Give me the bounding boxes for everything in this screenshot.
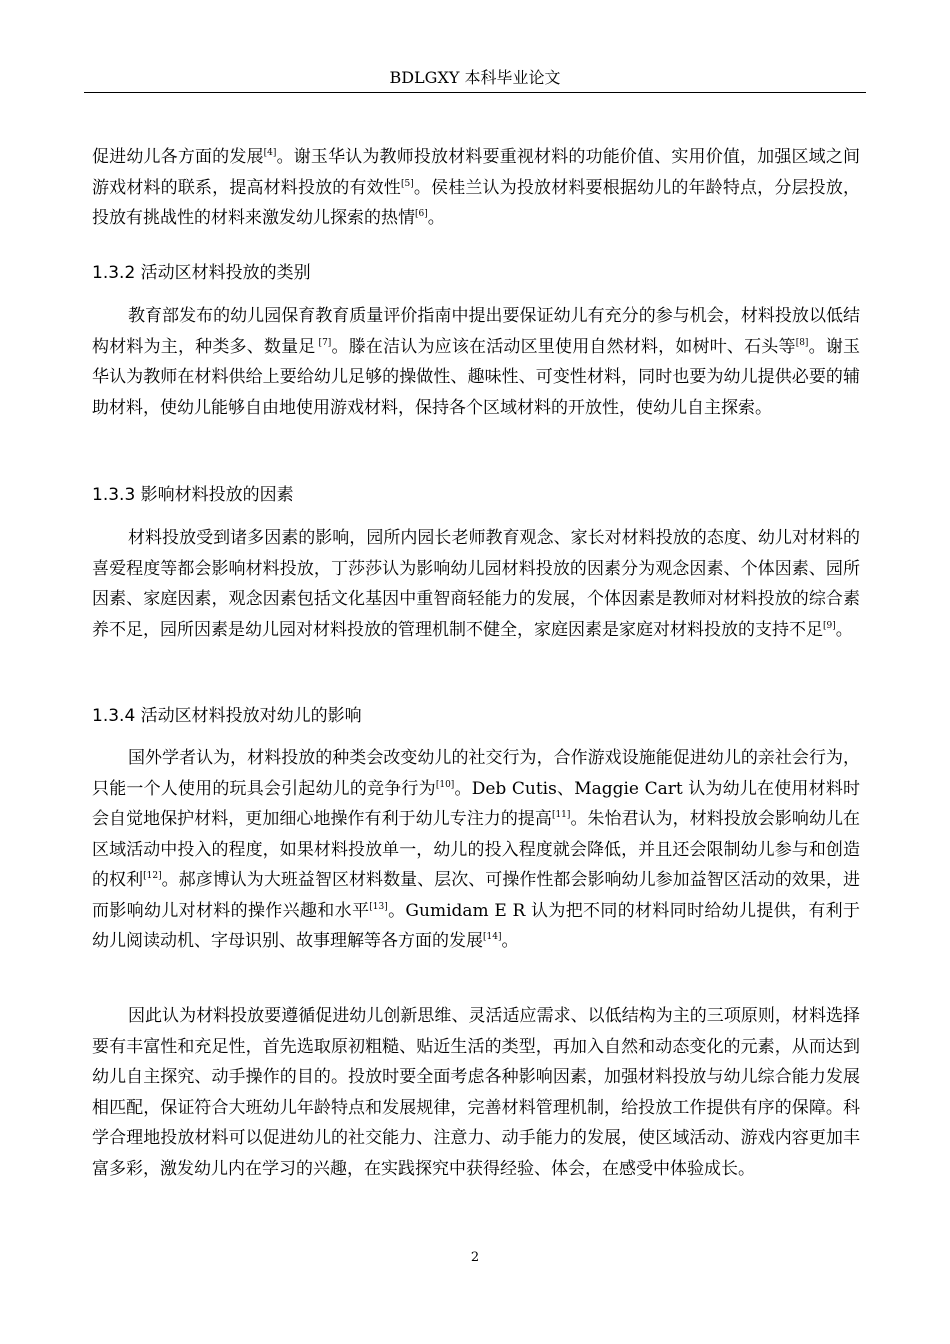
citation: [11] <box>551 810 571 820</box>
section-heading-1-3-3: 1.3.3 影响材料投放的因素 <box>92 485 294 505</box>
running-header: BDLGXY 本科毕业论文 <box>389 68 561 87</box>
citation: [4] <box>263 148 277 158</box>
paragraph-influencing-factors: 材料投放受到诸多因素的影响，园所内园长老师教育观念、家长对材料投放的态度、幼儿对材料的喜爱程度等都会影响材料投放，丁莎莎认为影响幼儿园材料投放的因素分为观念因素、个体因素、园所因素、家庭因素，观念因素包括文化基因中重智商轻能力的发展，个体因素是教师对材料投放的综合素养不足，园所因素是幼儿园对材料投放的管理机制不健全，家庭因素是家庭对材料投放的支持不足[9]。 <box>92 528 860 640</box>
section-heading-1-3-4: 1.3.4 活动区材料投放对幼儿的影响 <box>92 706 362 726</box>
citation: [8] <box>795 337 809 348</box>
citation: [14] <box>483 932 502 942</box>
citation: [6] <box>415 209 428 219</box>
paragraph-conclusion: 因此认为材料投放要遵循促进幼儿创新思维、灵活适应需求、以低结构为主的三项原则，材料选择要有丰富性和充足性，首先选取原初粗糙、贴近生活的类型，再加入自然和动态变化的元素，从而达到幼儿自主探究、动手操作的目的。投放时要全面考虑各种影响因素，加强材料投放与幼儿综合能力发展相匹配，保证符合大班幼儿年龄特点和发展规律，完善材料管理机制，给投放工作提供有序的保障。科学合理地投放材料可以促进幼儿的社交能力、注意力、动手能力的发展，使区域活动、游戏内容更加丰富多彩，激发幼儿内在学习的兴趣，在实践探究中获得经验、体会，在感受中体验成长。 <box>92 1006 860 1179</box>
header-rule <box>84 92 866 93</box>
citation: [12] <box>143 871 162 881</box>
citation: [5] <box>400 178 414 189</box>
page-number: 2 <box>470 1250 480 1265</box>
paragraph-effects-on-children: 国外学者认为，材料投放的种类会改变幼儿的社交行为，合作游戏设施能促进幼儿的亲社会行为，只能一个人使用的玩具会引起幼儿的竞争行为[10]。Deb Cutis、Maggie Cart 认为幼儿在使用材料时会自觉地保护材料，更加细心地操作有利于幼儿专注力的提高[11]。朱怡君认为，材料投放会影响幼儿在区域活动中投入的程度，如果材料投放单一，幼儿的投入程度就会降低，并且还会限制幼儿参与和创造的权利[12]。郝彦博认为大班益智区材料数量、层次、可操作性都会影响幼儿参加益智区活动的效果，进而影响幼儿对材料的操作兴趣和水平[13]。Gumidam E R 认为把不同的材料同时给幼儿提供，有利于幼儿阅读动机、字母识别、故事理解等各方面的发展[14]。 <box>92 748 861 951</box>
paragraph-intro-continued: 促进幼儿各方面的发展[4]。谢玉华认为教师投放材料要重视材料的功能价值、实用价值，加强区域之间游戏材料的联系，提高材料投放的有效性[5]。侯桂兰认为投放材料要根据幼儿的年龄特点，分层投放，投放有挑战性的材料来激发幼儿探索的热情[6]。 <box>92 147 861 228</box>
citation: [10] <box>435 779 455 790</box>
section-heading-1-3-2: 1.3.2 活动区材料投放的类别 <box>92 263 311 283</box>
paragraph-material-types: 教育部发布的幼儿园保育教育质量评价指南中提出要保证幼儿有充分的参与机会，材料投放以低结构材料为主，种类多、数量足 [7]。滕在洁认为应该在活动区里使用自然材料，如树叶、石头等[8]。谢玉华认为教师在材料供给上要给幼儿足够的操做性、趣味性、可变性材料，同时也要为幼儿提供必要的辅助材料，使幼儿能够自由地使用游戏材料，保持各个区域材料的开放性，使幼儿自主探索。 <box>92 306 861 418</box>
citation: [7] <box>315 337 332 348</box>
citation: [13] <box>369 901 388 912</box>
citation: [9] <box>823 620 836 631</box>
